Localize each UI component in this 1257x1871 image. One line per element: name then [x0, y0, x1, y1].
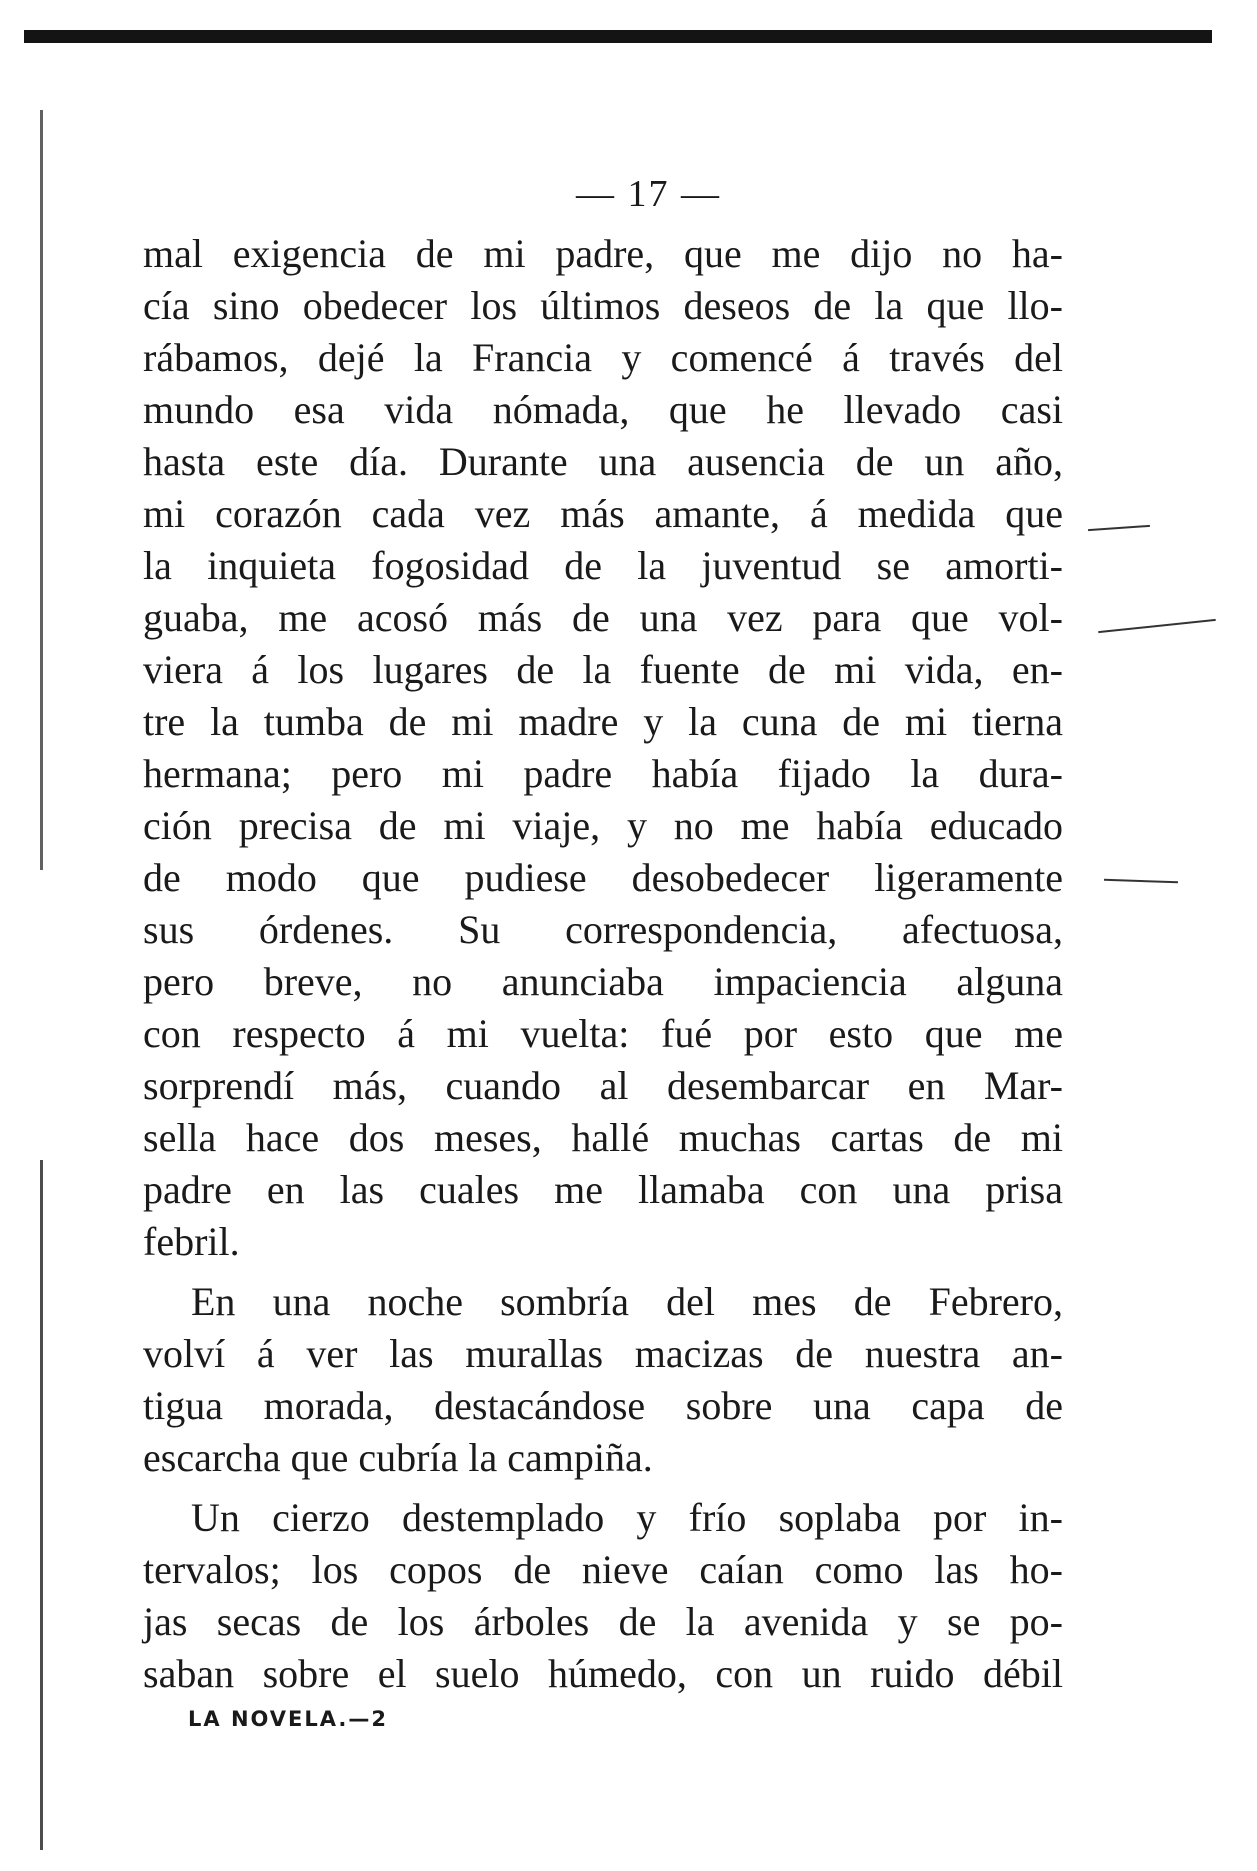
- text-line: guaba, me acosó más de una vez para que vol-: [143, 595, 1063, 640]
- text-line: tre la tumba de mi madre y la cuna de mi tierna: [143, 699, 1063, 744]
- text-line: de modo que pudiese desobedecer ligeramente: [143, 855, 1063, 900]
- text-line: ción precisa de mi viaje, y no me había educado: [143, 803, 1063, 848]
- text-line: escarcha que cubría la campiña.: [143, 1435, 653, 1480]
- text-line: hermana; pero mi padre había fijado la dura-: [143, 751, 1063, 796]
- margin-pencil-mark: [1104, 879, 1178, 884]
- text-line: febril.: [143, 1219, 240, 1264]
- text-line: sella hace dos meses, hallé muchas cartas de mi: [143, 1115, 1063, 1160]
- text-line: rábamos, dejé la Francia y comencé á través del: [143, 335, 1063, 380]
- paragraph-3: [143, 1492, 1063, 1700]
- text-line: mal exigencia de mi padre, que me dijo no ha-: [143, 231, 1063, 276]
- text-line: viera á los lugares de la fuente de mi vida, en-: [143, 647, 1063, 692]
- text-line: En una noche sombría del mes de Febrero,: [191, 1279, 1063, 1324]
- text-line: tervalos; los copos de nieve caían como las ho-: [143, 1547, 1063, 1592]
- margin-pencil-mark: [1098, 619, 1216, 633]
- page-edge-shadow: [40, 110, 43, 870]
- top-rule: [24, 30, 1212, 43]
- text-line: saban sobre el suelo húmedo, con un ruido débil: [143, 1651, 1063, 1696]
- text-line: volví á ver las murallas macizas de nuestra an-: [143, 1331, 1063, 1376]
- text-line: con respecto á mi vuelta: fué por esto que me: [143, 1011, 1063, 1056]
- text-line: padre en las cuales me llamaba con una prisa: [143, 1167, 1063, 1212]
- text-line: jas secas de los árboles de la avenida y se po-: [143, 1599, 1063, 1644]
- page-edge-shadow: [40, 1160, 43, 1850]
- body-text: [143, 228, 1063, 1708]
- text-line: cía sino obedecer los últimos deseos de la que llo-: [143, 283, 1063, 328]
- text-line: mundo esa vida nómada, que he llevado casi: [143, 387, 1063, 432]
- text-line: tigua morada, destacándose sobre una capa de: [143, 1383, 1063, 1428]
- paragraph-1: [143, 228, 1063, 1268]
- text-line: hasta este día. Durante una ausencia de un año,: [143, 439, 1063, 484]
- text-line: Un cierzo destemplado y frío soplaba por in-: [191, 1495, 1063, 1540]
- paragraph-2: [143, 1276, 1063, 1484]
- text-line: pero breve, no anunciaba impaciencia alguna: [143, 959, 1063, 1004]
- text-line: sus órdenes. Su correspondencia, afectuosa,: [143, 907, 1063, 952]
- page-number: — 17 —: [576, 173, 721, 215]
- text-line: mi corazón cada vez más amante, á medida que: [143, 491, 1063, 536]
- margin-pencil-mark: [1088, 525, 1150, 531]
- text-line: sorprendí más, cuando al desembarcar en Mar-: [143, 1063, 1063, 1108]
- text-line: la inquieta fogosidad de la juventud se amorti-: [143, 543, 1063, 588]
- printer-signature: LA NOVELA.—2: [188, 1707, 389, 1731]
